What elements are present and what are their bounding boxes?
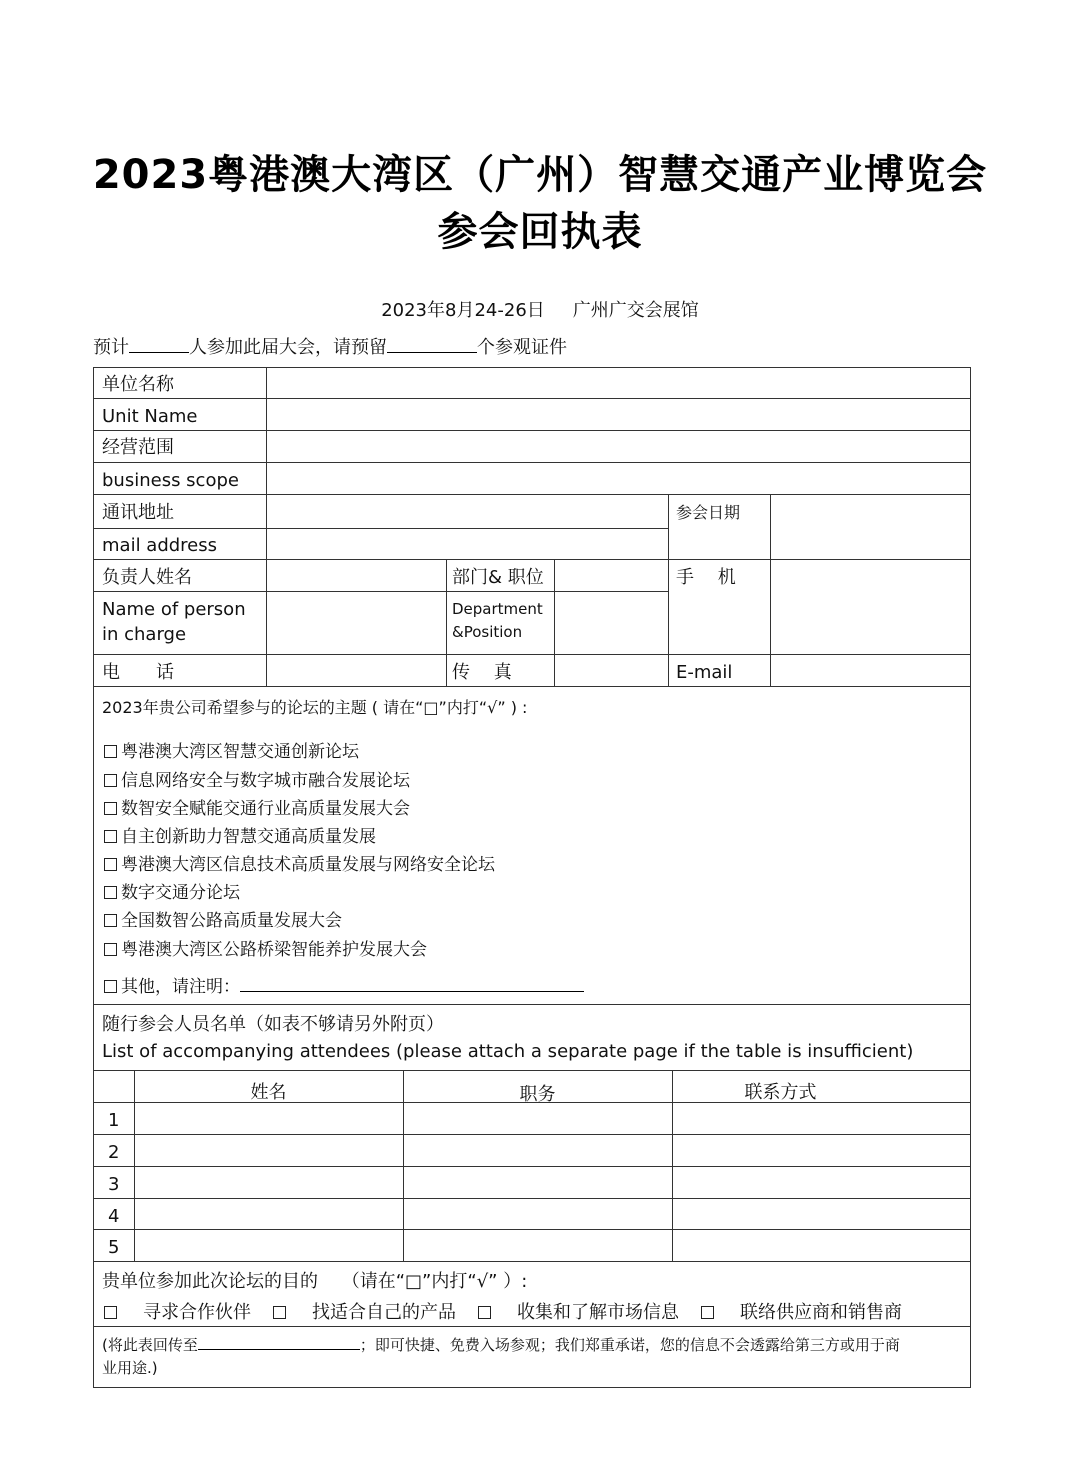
dept-cn-label: 部门& 职位 bbox=[452, 567, 544, 588]
mobile-label: 手 机 bbox=[676, 567, 736, 588]
mobile-input[interactable] bbox=[771, 560, 970, 654]
form-title: 2023粤港澳大湾区（广州）智慧交通产业博览会 bbox=[92, 152, 988, 198]
checkbox[interactable] bbox=[104, 886, 117, 899]
row-number: 4 bbox=[108, 1206, 120, 1227]
estimate-middle: 人参加此届大会，请预留 bbox=[189, 337, 387, 358]
purpose-options bbox=[104, 1302, 902, 1324]
phone-input[interactable] bbox=[267, 655, 445, 686]
person-en-label-1: Name of person bbox=[102, 599, 246, 620]
row-number: 1 bbox=[108, 1110, 120, 1131]
fax-label: 传 真 bbox=[452, 662, 512, 683]
person-en-label-2: in charge bbox=[102, 624, 187, 645]
checkbox[interactable] bbox=[273, 1306, 286, 1319]
address-en-label: mail address bbox=[102, 535, 218, 556]
footer-note: (将此表回传至 ；即可快捷、免费入场参观；我们郑重承诺，您的信息不会透露给第三方或用于商 bbox=[102, 1336, 900, 1354]
fax-input[interactable] bbox=[555, 655, 667, 686]
scope-input[interactable] bbox=[267, 431, 970, 494]
unit-name-cn-label: 单位名称 bbox=[102, 374, 174, 395]
form-subtitle: 参会回执表 bbox=[437, 209, 643, 255]
dept-en-label-1: Department bbox=[452, 600, 543, 618]
attendees-title-en: List of accompanying attendees (please attach a separate page if the table is insufficient) bbox=[102, 1041, 914, 1062]
event-date: 2023年8月24-26日 bbox=[381, 300, 545, 321]
purpose-option[interactable]: 找适合自己的产品 bbox=[273, 1302, 456, 1323]
phone-label: 电 话 bbox=[102, 662, 174, 683]
forum-option[interactable]: 粤港澳大湾区公路桥梁智能养护发展大会 bbox=[104, 935, 427, 960]
forum-option[interactable]: 粤港澳大湾区信息技术高质量发展与网络安全论坛 bbox=[104, 850, 495, 875]
purpose-option[interactable]: 寻求合作伙伴 bbox=[104, 1302, 251, 1323]
checkbox[interactable] bbox=[104, 914, 117, 927]
checkbox[interactable] bbox=[104, 980, 117, 993]
forum-option[interactable]: 数智安全赋能交通行业高质量发展大会 bbox=[104, 794, 410, 819]
badge-count-blank[interactable] bbox=[387, 336, 477, 353]
header-name: 姓名 bbox=[250, 1082, 287, 1103]
attendees-title-cn: 随行参会人员名单（如表不够请另外附页） bbox=[102, 1014, 444, 1035]
dept-input[interactable] bbox=[555, 560, 667, 654]
row-number: 5 bbox=[108, 1237, 120, 1258]
person-input[interactable] bbox=[267, 560, 445, 654]
estimate-prefix: 预计 bbox=[93, 337, 129, 358]
email-input[interactable] bbox=[771, 655, 970, 686]
forum-option[interactable]: 粤港澳大湾区智慧交通创新论坛 bbox=[104, 737, 359, 762]
forum-option[interactable]: 数字交通分论坛 bbox=[104, 878, 240, 903]
header-contact: 联系方式 bbox=[744, 1082, 817, 1103]
address-input[interactable] bbox=[267, 495, 667, 559]
checkbox[interactable] bbox=[478, 1306, 491, 1319]
address-cn-label: 通讯地址 bbox=[102, 502, 174, 523]
date-label: 参会日期 bbox=[676, 503, 741, 522]
event-info bbox=[0, 296, 1080, 322]
scope-cn-label: 经营范围 bbox=[102, 437, 174, 458]
unit-name-en-label: Unit Name bbox=[102, 406, 198, 427]
unit-name-input[interactable] bbox=[267, 368, 970, 430]
checkbox[interactable] bbox=[104, 802, 117, 815]
attendance-estimate bbox=[93, 333, 567, 359]
purpose-option[interactable]: 联络供应商和销售商 bbox=[701, 1302, 902, 1323]
forum-option-other[interactable]: 其他，请注明： bbox=[104, 972, 584, 997]
event-venue: 广州广交会展馆 bbox=[572, 300, 699, 321]
other-input[interactable] bbox=[240, 975, 584, 992]
forum-option[interactable]: 全国数智公路高质量发展大会 bbox=[104, 906, 342, 931]
checkbox[interactable] bbox=[104, 1306, 117, 1319]
email-label: E-mail bbox=[676, 662, 733, 683]
attendee-count-blank[interactable] bbox=[129, 336, 189, 353]
dept-en-label-2: &Position bbox=[452, 623, 523, 641]
checkbox[interactable] bbox=[701, 1306, 714, 1319]
checkbox[interactable] bbox=[104, 745, 117, 758]
forum-option[interactable]: 自主创新助力智慧交通高质量发展 bbox=[104, 822, 376, 847]
forum-option[interactable]: 信息网络安全与数字城市融合发展论坛 bbox=[104, 766, 410, 791]
scope-en-label: business scope bbox=[102, 470, 239, 491]
date-input[interactable] bbox=[771, 495, 970, 559]
purpose-option[interactable]: 收集和了解市场信息 bbox=[478, 1302, 679, 1323]
row-number: 3 bbox=[108, 1174, 120, 1195]
checkbox[interactable] bbox=[104, 774, 117, 787]
person-cn-label: 负责人姓名 bbox=[102, 567, 192, 588]
header-title: 职务 bbox=[519, 1084, 556, 1105]
checkbox[interactable] bbox=[104, 830, 117, 843]
footer-note-line2: 业用途.) bbox=[102, 1359, 158, 1377]
return-address-blank[interactable] bbox=[198, 1336, 360, 1350]
row-number: 2 bbox=[108, 1142, 120, 1163]
checkbox[interactable] bbox=[104, 858, 117, 871]
forum-question: 2023年贵公司希望参与的论坛的主题 ( 请在“□”内打“√” ) : bbox=[102, 698, 528, 717]
estimate-suffix: 个参观证件 bbox=[477, 337, 567, 358]
checkbox[interactable] bbox=[104, 943, 117, 956]
purpose-question: 贵单位参加此次论坛的目的 （请在“□”内打“√” ）: bbox=[102, 1271, 528, 1292]
